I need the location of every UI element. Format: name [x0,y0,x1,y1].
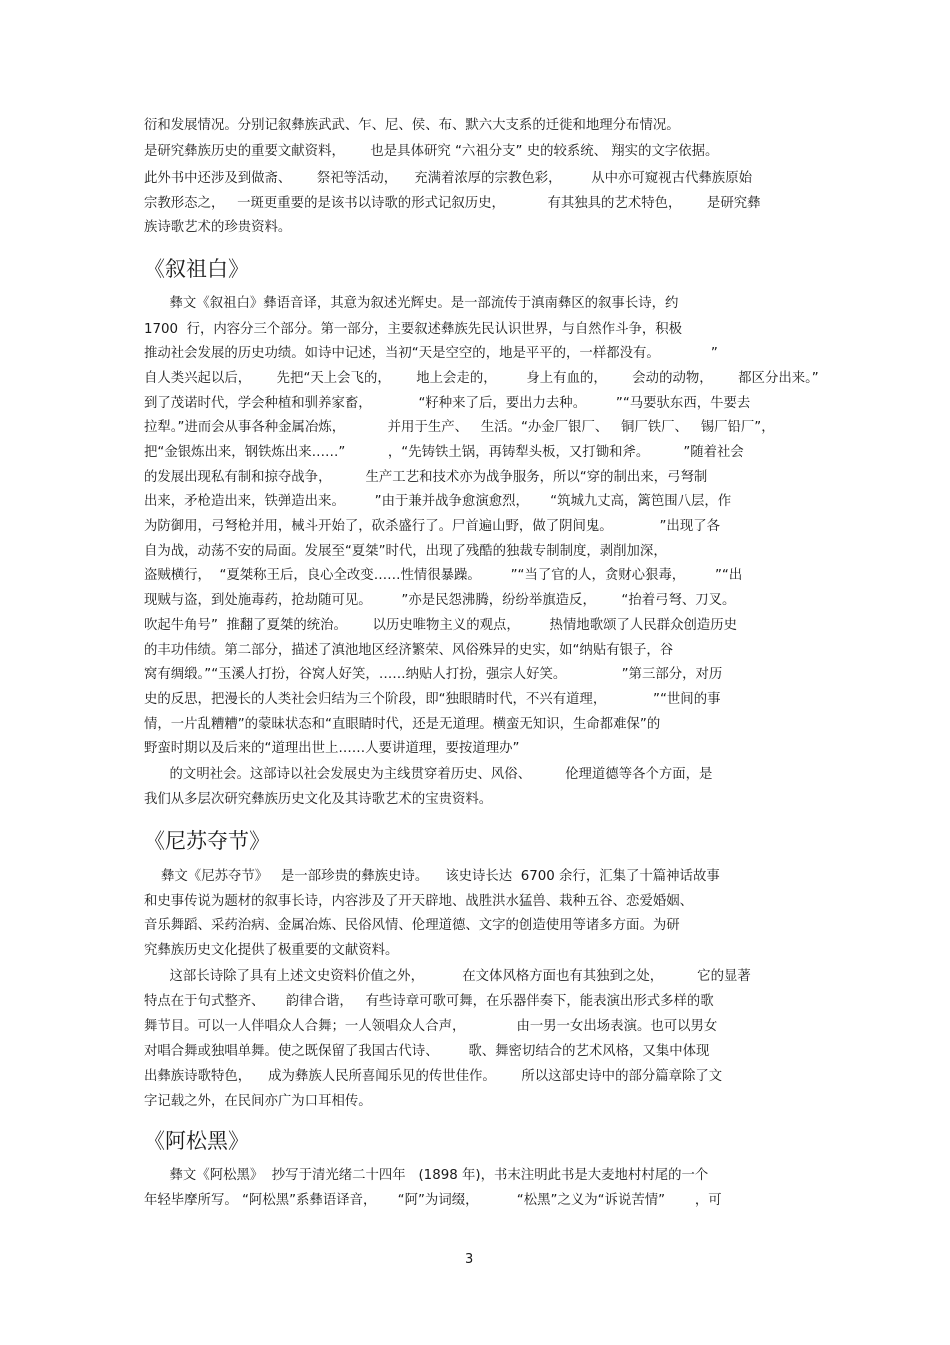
body-text-line: 推动社会发展的历史功绩。如诗中记述，当初“天是空空的，地是平平的，一样都没有。 ” [144,346,718,361]
body-text-line: 彝文《叙祖白》彝语音译，其意为叙述光辉史。是一部流传于滇南彝区的叙事长诗，约 [144,296,679,311]
body-text-line: 的文明社会。这部诗以社会发展史为主线贯穿着历史、风俗、 伦理道德等各个方面，是 [144,767,713,782]
section-heading: 《阿松黑》 [144,1129,249,1153]
body-text-line: 1700 行，内容分三个部分。第一部分，主要叙述彝族先民认识世界，与自然作斗争，积极 [144,322,683,337]
body-text-line: 特点在于句式整齐、 韵律合谐， 有些诗章可歌可舞，在乐器伴奏下，能表演出形式多样的歌 [144,994,714,1009]
body-text-line: 为防御用，弓弩枪并用，械斗开始了，砍杀盛行了。尸首遍山野，做了阴间鬼。 ”出现了各 [144,519,720,534]
body-text-line: 究彝族历史文化提供了极重要的文献资料。 [144,943,399,958]
body-text-line: 彝文《阿松黑》 抄写于清光绪二十四年 (1898 年)，书末注明此书是大麦地村村尾的一个 [144,1168,709,1183]
body-text-line: 宗教形态之， 一斑更重要的是该书以诗歌的形式记叙历史， 有其独具的艺术特色， 是研究彝 [144,196,761,211]
body-text-line: 彝文《尼苏夺节》 是一部珍贵的彝族史诗。 该史诗长达 6700 余行，汇集了十篇神话故事 [144,869,720,884]
body-text-line: 出彝族诗歌特色， 成为彝族人民所喜闻乐见的传世佳作。 所以这部史诗中的部分篇章除了文 [144,1069,723,1084]
body-text-line: 这部长诗除了具有上述文史资料价值之外， 在文体风格方面也有其独到之处， 它的显著 [144,969,751,984]
body-text-line: 吹起牛角号” 推翻了夏桀的统治。 以历史唯物主义的观点， 热情地歌颂了人民群众创造历史 [144,618,738,633]
body-text-line: 舞节目。可以一人伴唱众人合舞；一人领唱众人合声， 由一男一女出场表演。也可以男女 [144,1019,718,1034]
body-text-line: 情，一片乱糟糟”的蒙昧状态和“直眼睛时代，还是无道理。横蛮无知识，生命都难保”的 [144,717,661,732]
body-text-line: 史的反思，把漫长的人类社会归结为三个阶段，即“独眼睛时代，不兴有道理， ”“世间的事 [144,692,721,707]
body-text-line: 窝有绸缎。”“玉溪人打扮，谷窝人好笑，……纳贴人打扮，强宗人好笑。 ”第三部分，对历 [144,667,723,682]
body-text-line: 的丰功伟绩。第二部分，描述了滇池地区经济繁荣、风俗殊异的史实，如“纳贴有银子，谷 [144,643,674,658]
body-text-line: 此外书中还涉及到做斋、 祭祀等活动， 充满着浓厚的宗教色彩， 从中亦可窥视古代彝族原始 [144,171,752,186]
body-text-line: 拉犁。”进而会从事各种金属冶炼， 并用于生产、 生活。“办金厂银厂、 铜厂铁厂、 锡厂铅厂”， [144,420,775,435]
body-text-line: 音乐舞蹈、采药治病、金属冶炼、民俗风情、伦理道德、文字的创造使用等诸多方面。为研 [144,918,680,933]
body-text-line: 到了茂诺时代，学会种植和驯养家畜， “籽种来了后，要出力去种。 ”“马要驮东西，牛要去 [144,396,751,411]
page-number: 3 [465,1252,474,1267]
body-text-line: 字记载之外，在民间亦广为口耳相传。 [144,1094,372,1109]
body-text-line: 对唱合舞或独唱单舞。使之既保留了我国古代诗、 歌、舞密切结合的艺术风格，又集中体现 [144,1044,710,1059]
body-text-line: 和史事传说为题材的叙事长诗，内容涉及了开天辟地、战胜洪水猛兽、栽种五谷、恋爱婚姻、 [144,894,694,909]
body-text-line: 我们从多层次研究彝族历史文化及其诗歌艺术的宝贵资料。 [144,792,493,807]
section-heading: 《叙祖白》 [144,257,249,281]
body-text-line: 是研究彝族历史的重要文献资料， 也是具体研究 “六祖分支” 史的较系统、 翔实的文字依据。 [144,144,719,159]
body-text-line: 年轻毕摩所写。 “阿松黑”系彝语译音， “阿”为词缀， “松黑”之义为“诉说苦情” ，可 [144,1193,722,1208]
body-text-line: 野蛮时期以及后来的“道理出世上……人要讲道理，要按道理办” [144,741,520,756]
body-text-line: 盗贼横行， “夏桀称王后，良心全改变……性情很暴躁。 ”“当了官的人，贪财心狠毒， ”“出 [144,568,743,583]
body-text-line: 把“金银炼出来，钢铁炼出来……” ，“先铸铁土锅，再铸犁头板，又打锄和斧。 ”随着社会 [144,445,744,460]
body-text-line: 族诗歌艺术的珍贵资料。 [144,220,292,235]
section-heading: 《尼苏夺节》 [144,829,270,853]
body-text-line: 衍和发展情况。分别记叙彝族武武、乍、尼、侯、布、默六大支系的迁徙和地理分布情况。 [144,118,680,133]
body-text-line: 现贼与盗，到处施毒药，抢劫随可见。 ”亦是民怨沸腾，纷纷举旗造反， “抬着弓弩、刀叉。 [144,593,736,608]
body-text-line: 出来，矛枪造出来，铁弹造出来。 ”由于兼并战争愈演愈烈， “筑城九丈高，篱笆围八层，作 [144,494,732,509]
body-text-line: 自为战，动荡不安的局面。发展至“夏桀”时代，出现了残酷的独裁专制制度，剥削加深， [144,544,667,559]
body-text-line: 自人类兴起以后， 先把“天上会飞的， 地上会走的， 身上有血的， 会动的动物， 都区分出来。” [144,371,819,386]
body-text-line: 的发展出现私有制和掠夺战争， 生产工艺和技术亦为战争服务，所以“穿的制出来，弓弩制 [144,470,708,485]
